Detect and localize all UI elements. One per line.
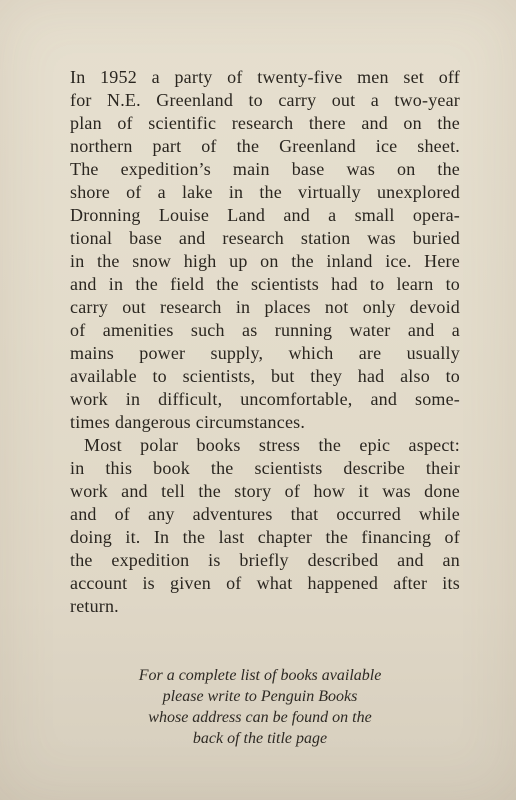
word: on	[260, 251, 279, 271]
word: circumstances.	[195, 412, 306, 432]
word: uncomfortable,	[240, 389, 353, 409]
word: work	[70, 389, 108, 409]
word: of	[226, 573, 242, 593]
word: briefly	[239, 550, 289, 570]
word: on	[403, 113, 422, 133]
word: plan	[70, 113, 102, 133]
word: and	[397, 550, 424, 570]
word: occurred	[336, 504, 401, 524]
word: available	[70, 366, 137, 386]
word: two-year	[394, 90, 460, 110]
note-line: back of the title page	[192, 730, 328, 747]
word: in	[70, 251, 85, 271]
word: last	[218, 527, 245, 547]
word: usually	[406, 343, 460, 363]
word: field	[170, 274, 205, 294]
word: its	[442, 573, 460, 593]
word: their	[425, 458, 460, 478]
word: was	[346, 159, 376, 179]
penguin-books-note	[60, 665, 460, 749]
word: chapter	[257, 527, 313, 547]
word: sheet.	[417, 136, 460, 156]
word: and	[178, 228, 206, 248]
word: supply,	[210, 343, 264, 363]
word: to	[445, 366, 460, 386]
word: and	[361, 113, 388, 133]
word: polar	[140, 435, 179, 455]
word: this	[105, 458, 133, 478]
word: tell	[161, 481, 185, 501]
word: of	[70, 320, 86, 340]
word: opera-	[412, 205, 460, 225]
text-line	[70, 250, 460, 273]
word: of	[201, 136, 217, 156]
word: of	[227, 67, 243, 87]
word: it	[358, 481, 369, 501]
word: had	[331, 274, 358, 294]
word: any	[148, 504, 175, 524]
note-line: please write to Penguin Books	[162, 688, 358, 705]
word: they	[310, 366, 343, 386]
text-line	[70, 89, 460, 112]
word: such	[190, 320, 225, 340]
word: Here	[424, 251, 460, 271]
word: and	[370, 389, 398, 409]
word: also	[400, 366, 430, 386]
word: as	[242, 320, 258, 340]
word: unexplored	[376, 182, 460, 202]
text-line	[70, 572, 460, 595]
word: the	[259, 182, 282, 202]
word: the	[437, 113, 460, 133]
word: a	[370, 90, 379, 110]
word: devoid	[409, 297, 460, 317]
word: small	[354, 205, 395, 225]
word: power	[139, 343, 186, 363]
word: In	[70, 67, 86, 87]
word: men	[357, 67, 389, 87]
word: dangerous	[115, 412, 191, 432]
text-line	[70, 365, 460, 388]
word: snow	[132, 251, 172, 271]
word: high	[183, 251, 217, 271]
text-line	[70, 273, 460, 296]
word: carry	[278, 90, 317, 110]
word: of	[126, 182, 142, 202]
word: epic	[359, 435, 391, 455]
word: stress	[258, 435, 301, 455]
word: story	[234, 481, 272, 501]
word: running	[274, 320, 333, 340]
word: the	[437, 159, 460, 179]
word: in	[108, 274, 124, 294]
word: and	[70, 274, 97, 294]
text-line	[70, 595, 460, 618]
word: set	[403, 67, 424, 87]
text-line	[70, 204, 460, 227]
word: a	[151, 67, 160, 87]
word: mains	[70, 343, 114, 363]
word: of	[114, 504, 130, 524]
word: research	[222, 228, 284, 248]
text-line	[70, 135, 460, 158]
word: research	[231, 113, 294, 133]
note-line: whose address can be found on the	[148, 709, 372, 726]
word: the	[291, 251, 314, 271]
word: in	[228, 182, 244, 202]
blurb-text	[70, 66, 460, 618]
word: tional	[70, 228, 113, 248]
word: doing	[70, 527, 113, 547]
word: off	[438, 67, 460, 87]
word: and	[283, 205, 310, 225]
word: describe	[343, 458, 405, 478]
word: virtually	[298, 182, 361, 202]
text-line	[70, 342, 460, 365]
word: and	[407, 320, 435, 340]
word: had	[357, 366, 385, 386]
text-line	[70, 319, 460, 342]
word: and	[70, 504, 97, 524]
word: scientists,	[182, 366, 256, 386]
word: an	[442, 550, 460, 570]
word: northern	[70, 136, 133, 156]
word: a	[157, 182, 166, 202]
word: N.E.	[107, 90, 141, 110]
word: the	[325, 527, 349, 547]
word: out	[122, 297, 146, 317]
text-line	[70, 296, 460, 319]
word: party	[174, 67, 213, 87]
word: are	[358, 343, 382, 363]
word: the	[135, 274, 158, 294]
word: was	[367, 228, 396, 248]
word: main	[232, 159, 270, 179]
word: was	[382, 481, 411, 501]
word: financing	[361, 527, 432, 547]
word: the	[70, 550, 93, 570]
word: after	[393, 573, 428, 593]
word: books	[196, 435, 241, 455]
word: 1952	[100, 67, 137, 87]
word: difficult,	[158, 389, 223, 409]
word: to	[152, 366, 167, 386]
blurb-paragraph-1	[70, 66, 460, 434]
word: in	[125, 389, 141, 409]
text-line	[70, 503, 460, 526]
word: station	[300, 228, 351, 248]
word: up	[229, 251, 248, 271]
text-line	[70, 457, 460, 480]
word: water	[349, 320, 391, 340]
word: only	[362, 297, 396, 317]
word: twenty-five	[257, 67, 343, 87]
word: for	[70, 90, 92, 110]
blurb-paragraph-2	[70, 434, 460, 618]
word: work	[70, 481, 108, 501]
word: of	[444, 527, 460, 547]
word: but	[270, 366, 295, 386]
word: Greenland	[279, 136, 356, 156]
word: part	[152, 136, 182, 156]
word: to	[248, 90, 263, 110]
word: Dronning	[70, 205, 141, 225]
word: learn	[396, 274, 434, 294]
text-line	[70, 227, 460, 250]
word: amenities	[102, 320, 174, 340]
word: adventures	[192, 504, 273, 524]
word: account	[70, 573, 128, 593]
note-line: For a complete list of books available	[138, 667, 382, 684]
word: a	[328, 205, 337, 225]
word: book	[153, 458, 190, 478]
word: a	[451, 320, 460, 340]
word: on	[397, 159, 416, 179]
word: carry	[70, 297, 108, 317]
word: ice.	[385, 251, 412, 271]
word: the	[216, 274, 239, 294]
word: the	[318, 435, 342, 455]
word: research	[160, 297, 222, 317]
text-line	[70, 66, 460, 89]
text-line	[70, 388, 460, 411]
word: expedition	[111, 550, 190, 570]
word: Greenland	[156, 90, 234, 110]
word: happened	[307, 573, 379, 593]
word: of	[284, 481, 301, 501]
word: to	[369, 274, 385, 294]
word: base	[129, 228, 162, 248]
word: inland	[326, 251, 373, 271]
text-line	[70, 181, 460, 204]
word: in	[235, 297, 251, 317]
text-line	[70, 112, 460, 135]
word: The	[70, 159, 99, 179]
word: times	[70, 412, 110, 432]
word: lake	[181, 182, 213, 202]
word: how	[313, 481, 346, 501]
word: some-	[414, 389, 460, 409]
word: expedition’s	[120, 159, 211, 179]
word: scientists	[250, 274, 319, 294]
word: aspect:	[408, 435, 460, 455]
word: Louise	[158, 205, 210, 225]
word: given	[170, 573, 211, 593]
word: while	[418, 504, 460, 524]
word: it.	[125, 527, 141, 547]
word: Most	[84, 435, 122, 455]
word: shore	[70, 182, 110, 202]
word: the	[182, 527, 206, 547]
text-line	[70, 411, 460, 434]
word: to	[445, 274, 460, 294]
word: ice	[375, 136, 398, 156]
word: which	[288, 343, 334, 363]
word: buried	[412, 228, 460, 248]
word: done	[424, 481, 460, 501]
word: Land	[227, 205, 266, 225]
word: base	[291, 159, 325, 179]
word: that	[290, 504, 319, 524]
word: what	[256, 573, 293, 593]
word: the	[198, 481, 221, 501]
word: In	[153, 527, 170, 547]
word: return.	[70, 596, 119, 616]
word: described	[307, 550, 379, 570]
word: is	[208, 550, 221, 570]
word: places	[264, 297, 311, 317]
word: not	[324, 297, 349, 317]
word: is	[142, 573, 155, 593]
text-line	[70, 434, 460, 457]
word: scientists	[254, 458, 323, 478]
word: the	[97, 251, 120, 271]
word: and	[121, 481, 148, 501]
word: out	[331, 90, 356, 110]
text-line	[70, 480, 460, 503]
text-line	[70, 526, 460, 549]
word: there	[308, 113, 346, 133]
text-line	[70, 158, 460, 181]
word: in	[70, 458, 85, 478]
text-line	[70, 549, 460, 572]
word: scientific	[148, 113, 217, 133]
word: the	[210, 458, 234, 478]
word: of	[117, 113, 133, 133]
word: the	[236, 136, 260, 156]
